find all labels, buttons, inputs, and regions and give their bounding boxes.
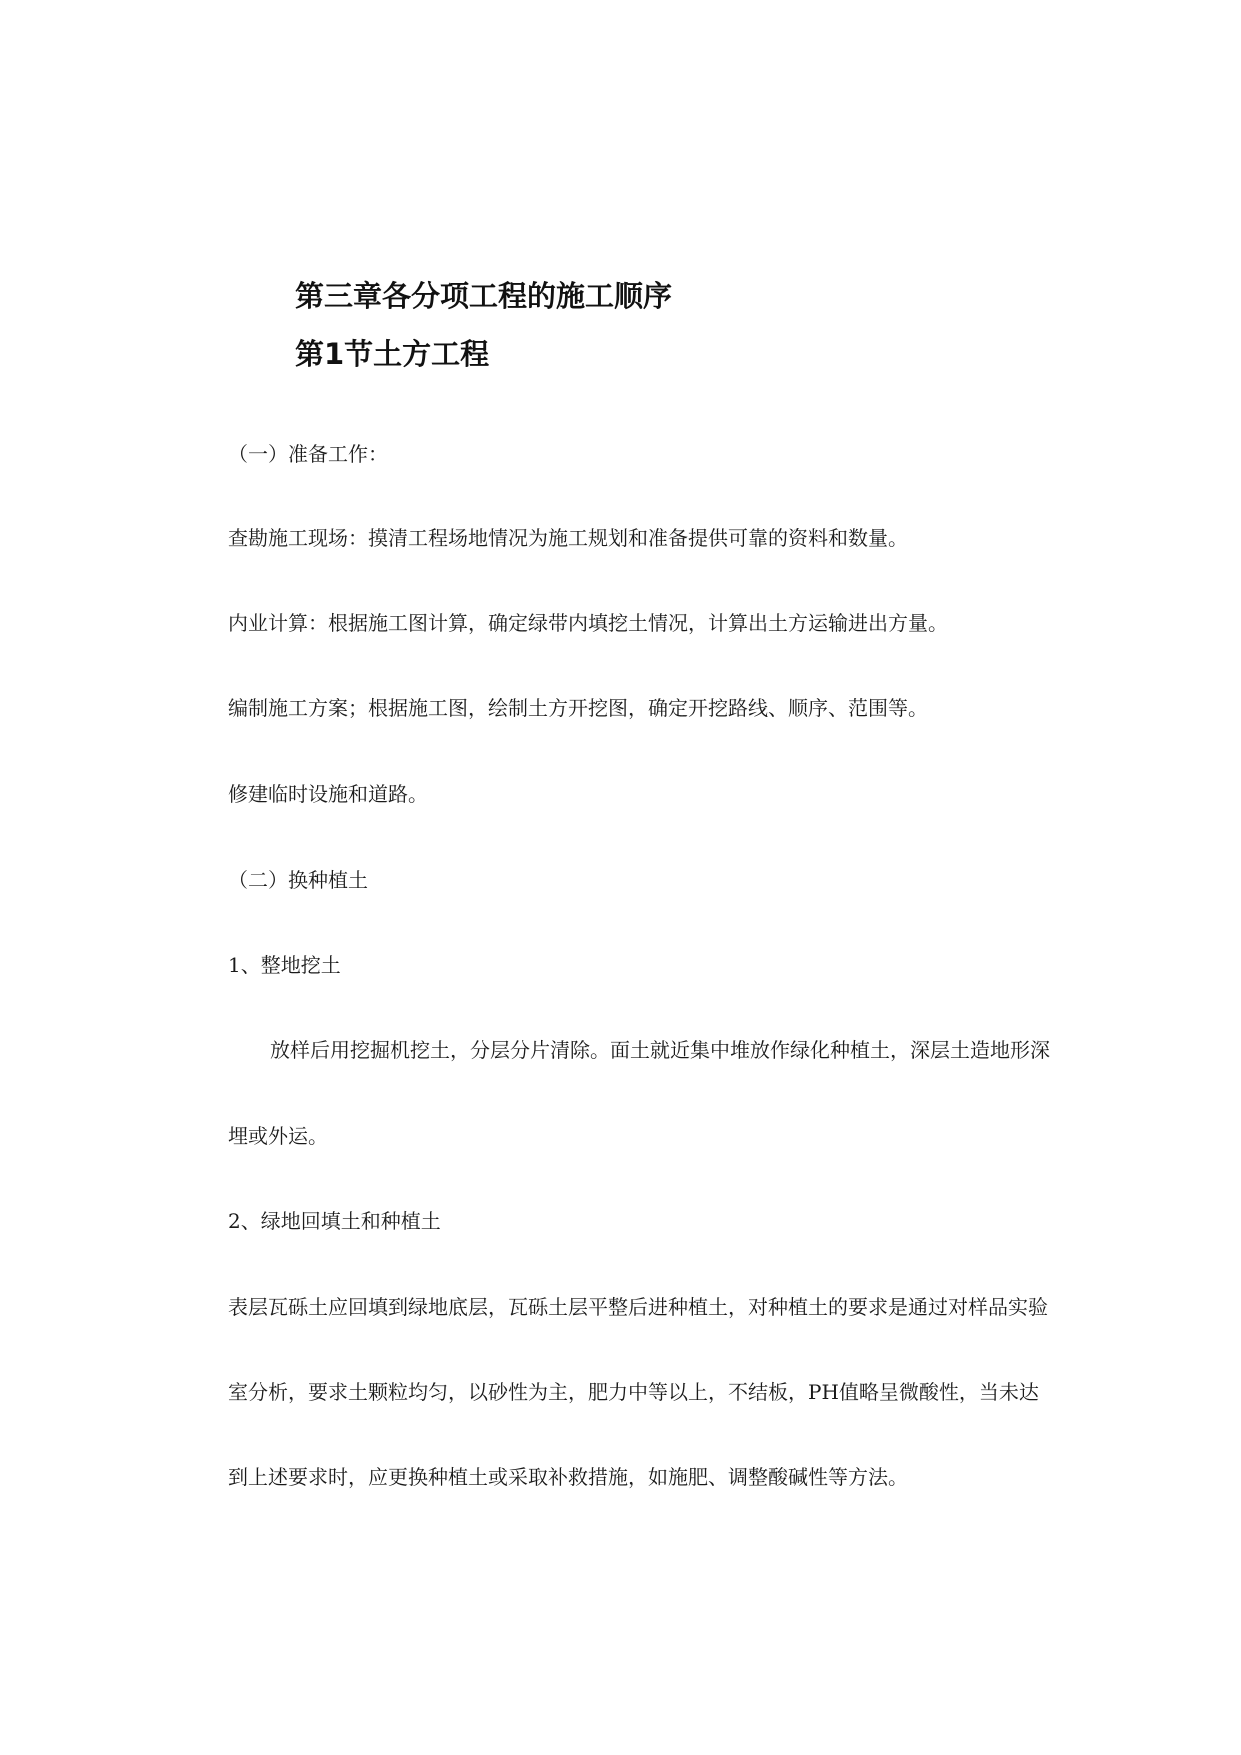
- paragraph-backfill-line-3: 到上述要求时，应更换种植土或采取补救措施，如施肥、调整酸碱性等方法。: [228, 1465, 908, 1489]
- paragraph-site-survey: 查勘施工现场：摸清工程场地情况为施工规划和准备提供可靠的资料和数量。: [228, 526, 908, 550]
- paragraph-internal-calculation: 内业计算：根据施工图计算，确定绿带内填挖土情况，计算出土方运输进出方量。: [228, 611, 948, 635]
- paragraph-excavation-line-1: 放样后用挖掘机挖土，分层分片清除。面土就近集中堆放作绿化种植土，深层土造地形深: [270, 1038, 1050, 1062]
- subsection-heading-replace-soil: （二）换种植土: [228, 868, 368, 892]
- section-title: 第1节土方工程: [295, 337, 490, 371]
- paragraph-backfill-line-1: 表层瓦砾土应回填到绿地底层，瓦砾土层平整后进种植土，对种植土的要求是通过对样品实验: [228, 1295, 1048, 1319]
- item-heading-grading-excavation: 1、整地挖土: [228, 953, 341, 977]
- item-heading-backfill-planting-soil: 2、绿地回填土和种植土: [228, 1209, 441, 1233]
- chapter-title: 第三章各分项工程的施工顺序: [295, 279, 673, 313]
- paragraph-temporary-facilities: 修建临时设施和道路。: [228, 782, 428, 806]
- paragraph-backfill-line-2: 室分析，要求土颗粒均匀，以砂性为主，肥力中等以上，不结板，PH值略呈微酸性，当未达: [228, 1380, 1039, 1404]
- subsection-heading-preparation: （一）准备工作：: [228, 442, 388, 466]
- paragraph-construction-plan: 编制施工方案；根据施工图，绘制土方开挖图，确定开挖路线、顺序、范围等。: [228, 696, 928, 720]
- paragraph-excavation-line-2: 埋或外运。: [228, 1124, 328, 1148]
